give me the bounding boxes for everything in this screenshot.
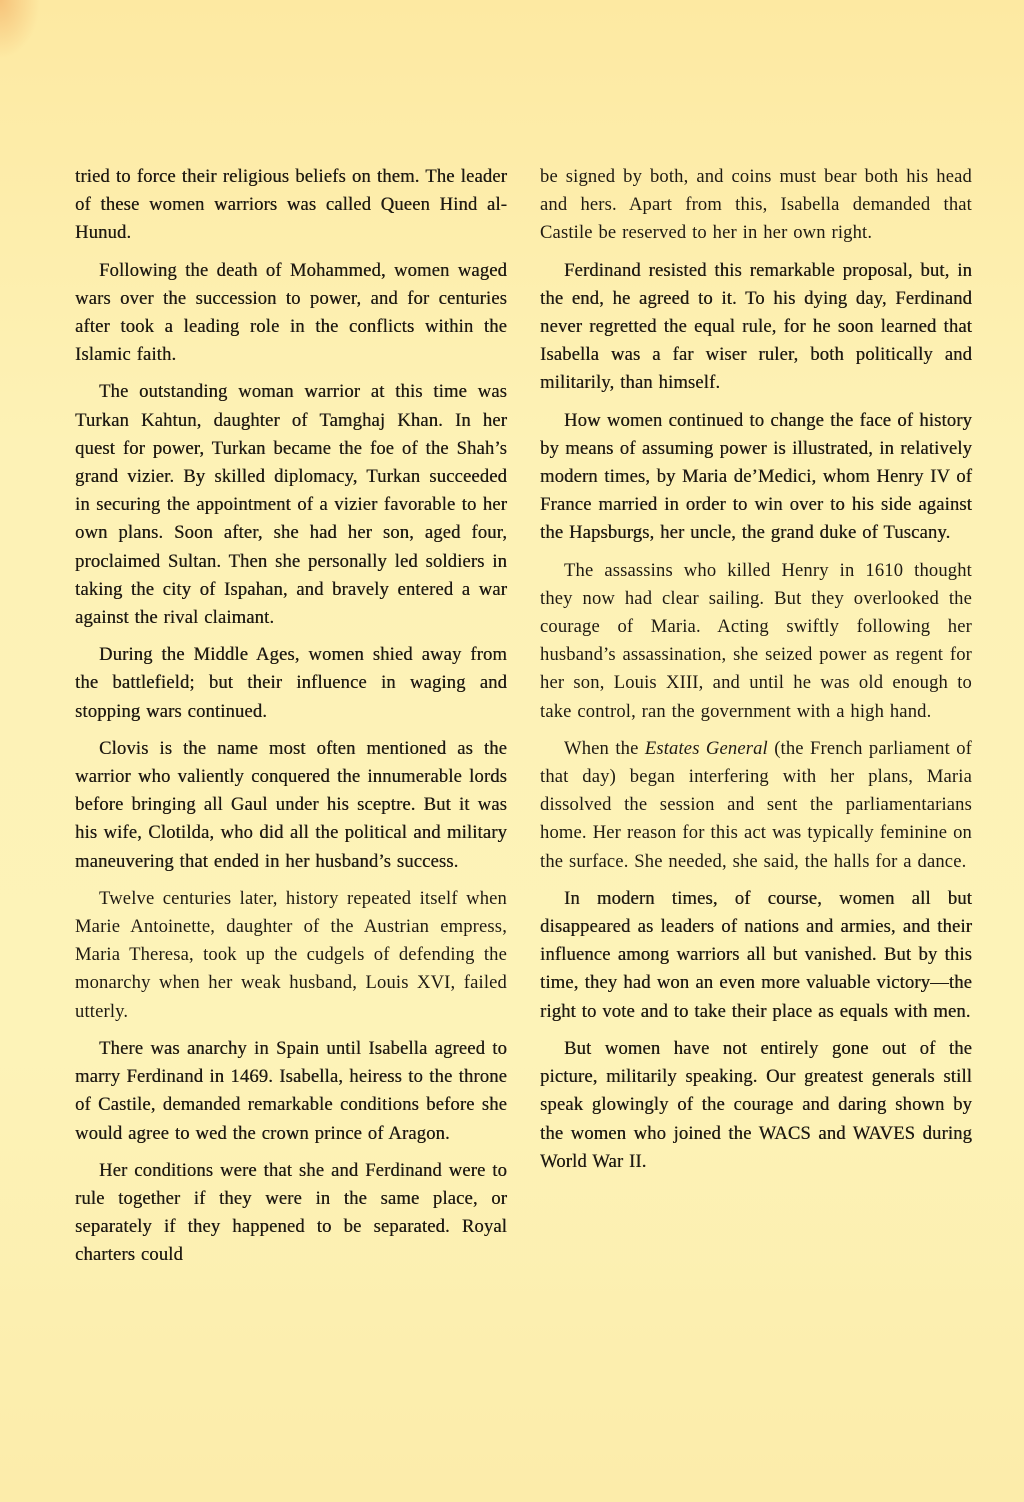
paragraph-queen-hind: tried to force their religious beliefs on them. The leader of these women warriors was called Queen Hind al-Hunud. [75, 166, 507, 244]
paragraph-marie-antoinette: Twelve centuries later, history repeated itself when Marie Antoinette, daughter of the Austrian empress, Maria Theresa, took up the cudgels of defending the monarchy when her weak husband, Louis XVI, failed utterly. [75, 887, 507, 1022]
paragraph-isabella-conditions: Her conditions were that she and Ferdinand were to rule together if they were in the same place, or separately if they happened to be separated. Royal charters could [75, 1159, 507, 1266]
left-column [75, 163, 507, 1279]
paragraph-turkan-kahtun: The outstanding woman warrior at this time was Turkan Kahtun, daughter of Tamghaj Khan. In her quest for power, Turkan became the foe of the Shah’s grand vizier. By skilled diplomacy, Turkan succeeded in securing the appointment of a vizier favorable to her own plans. Soon after, she had her son, aged four, proclaimed Sultan. Then she personally led soldiers in taking the city of Ispahan, and bravely entered a war against the rival claimant. [75, 381, 507, 629]
right-column [540, 163, 972, 1185]
paragraph-death-of-mohammed: Following the death of Mohammed, women waged wars over the succession to power, and for centuries after took a leading role in the conflicts within the Islamic faith. [75, 259, 507, 366]
estates-general-italic: Estates General [644, 737, 768, 759]
paragraph-estates-general [540, 735, 972, 876]
paragraph-royal-charters: be signed by both, and coins must bear both his head and hers. Apart from this, Isabella demanded that Castile be reserved to her in her own right. [540, 166, 972, 244]
paragraph-modern-times: In modern times, of course, women all but disappeared as leaders of nations and armies, and their influence among warriors all but vanished. But by this time, they had won an even more valuable victory—the right to vote and to take their place as equals with men. [540, 887, 972, 1022]
paragraph-wacs-waves: But women have not entirely gone out of the picture, militarily speaking. Our greatest generals still speak glowingly of the courage and daring shown by the women who joined the WACS and WAVES during World War II. [540, 1037, 972, 1172]
estates-general-after: (the French parliament of that day) began interfering with her plans, Maria dissolved the session and sent the parliamentarians home. Her reason for this act was typically feminine on the surface. She needed, she said, the halls for a dance. [540, 737, 972, 872]
paragraph-assassins-1610: The assassins who killed Henry in 1610 thought they now had clear sailing. But they overlooked the courage of Maria. Acting swiftly following her husband’s assassination, she seized power as regent for her son, Louis XIII, and until he was old enough to take control, ran the government with a high hand. [540, 559, 972, 722]
paragraph-maria-de-medici: How women continued to change the face of history by means of assuming power is illustrated, in relatively modern times, by Maria de’Medici, whom Henry IV of France married in order to win over to his side against the Hapsburgs, her uncle, the grand duke of Tuscany. [540, 409, 972, 544]
paragraph-clovis-clotilda: Clovis is the name most often mentioned as the warrior who valiently conquered the innumerable lords before bringing all Gaul under his sceptre. But it was his wife, Clotilda, who did all the political and military maneuvering that ended in her husband’s success. [75, 737, 507, 872]
paragraph-ferdinand-resisted: Ferdinand resisted this remarkable proposal, but, in the end, he agreed to it. To his dying day, Ferdinand never regretted the equal rule, for he soon learned that Isabella was a far wiser ruler, both politically and militarily, than himself. [540, 259, 972, 394]
estates-general-before: When the [564, 737, 645, 759]
paragraph-isabella-anarchy: There was anarchy in Spain until Isabella agreed to marry Ferdinand in 1469. Isabella, heiress to the throne of Castile, demanded remarkable conditions before she would agree to wed the crown prince of Aragon. [75, 1037, 507, 1144]
paragraph-middle-ages: During the Middle Ages, women shied away from the battlefield; but their influence in waging and stopping wars continued. [75, 644, 507, 722]
